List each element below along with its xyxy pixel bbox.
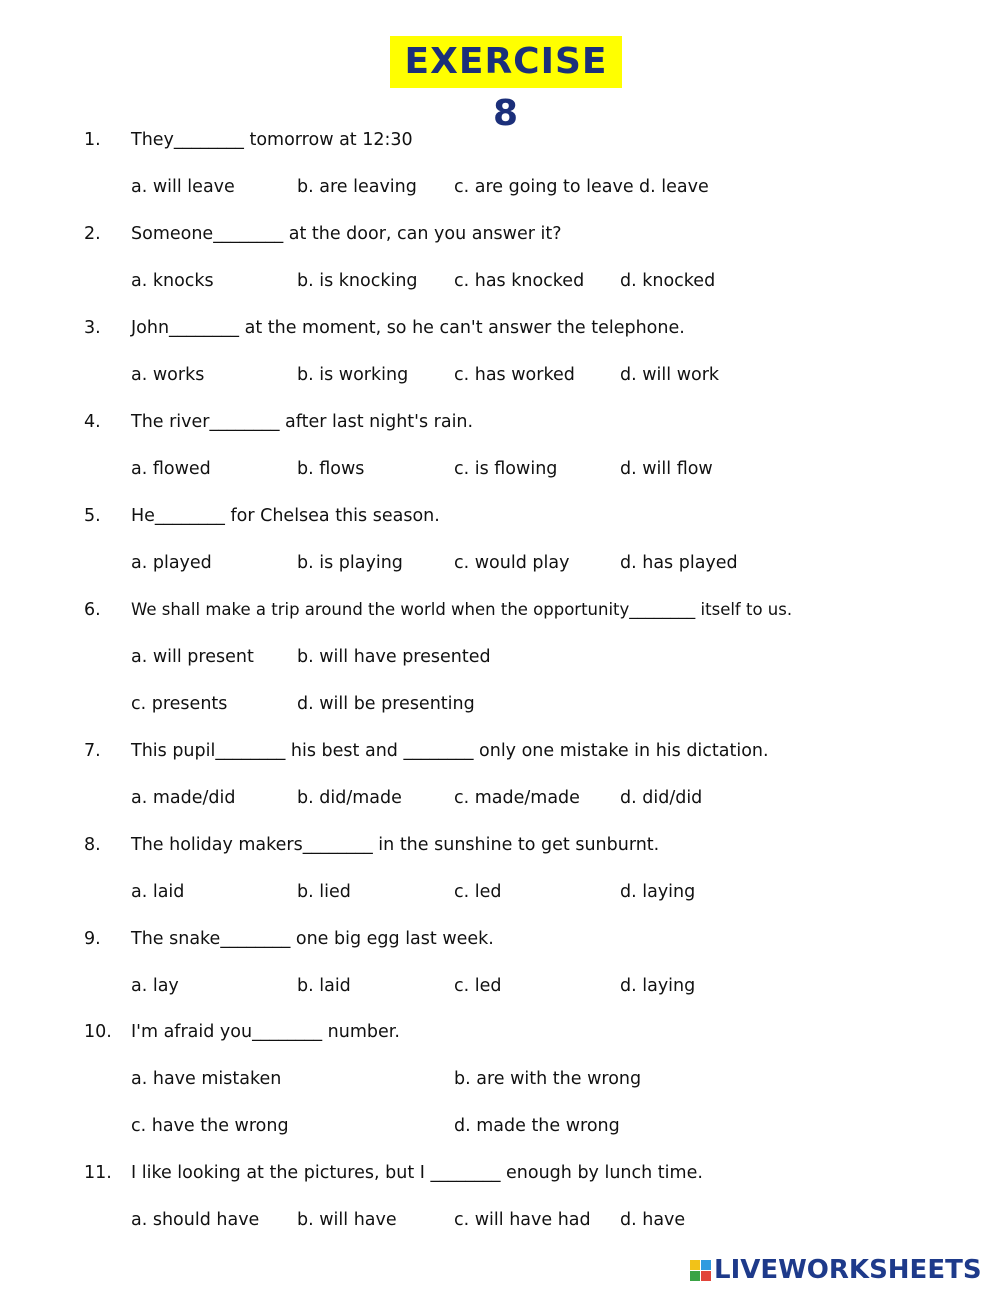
option-a[interactable]: a. should have xyxy=(131,1210,260,1230)
option-a[interactable]: a. lay xyxy=(131,976,179,996)
question-number: 8. xyxy=(84,835,101,855)
question-text: The snake________ one big egg last week. xyxy=(131,929,494,949)
logo-text: LIVEWORKSHEETS xyxy=(714,1255,982,1285)
option-b[interactable]: b. is playing xyxy=(297,553,403,573)
page-title: EXERCISE 8 xyxy=(390,36,622,88)
question-number: 3. xyxy=(84,318,101,338)
question-text: I'm afraid you________ number. xyxy=(131,1022,400,1042)
option-a[interactable]: a. knocks xyxy=(131,271,214,291)
option-c[interactable]: c. have the wrong xyxy=(131,1116,289,1136)
logo-square-red xyxy=(701,1271,711,1281)
option-c[interactable]: c. led xyxy=(454,882,502,902)
question-text: The river________ after last night's rain. xyxy=(131,412,474,432)
question-number: 7. xyxy=(84,741,101,761)
question-number: 5. xyxy=(84,506,101,526)
question-text: He________ for Chelsea this season. xyxy=(131,506,440,526)
question-text: Someone________ at the door, can you answer it? xyxy=(131,224,562,244)
option-c[interactable]: c. has worked xyxy=(454,365,575,385)
option-d[interactable]: d. leave xyxy=(639,177,709,197)
option-c[interactable]: c. is flowing xyxy=(454,459,558,479)
option-c[interactable]: c. made/made xyxy=(454,788,580,808)
option-a[interactable]: a. played xyxy=(131,553,212,573)
option-a[interactable]: a. flowed xyxy=(131,459,211,479)
option-b[interactable]: b. will have presented xyxy=(297,647,491,667)
option-b[interactable]: b. will have xyxy=(297,1210,397,1230)
option-c[interactable]: c. would play xyxy=(454,553,570,573)
logo-square-green xyxy=(690,1271,700,1281)
question-text: I like looking at the pictures, but I ________ enough by lunch time. xyxy=(131,1163,703,1183)
option-b[interactable]: b. is working xyxy=(297,365,409,385)
option-d[interactable]: d. knocked xyxy=(620,271,716,291)
option-a[interactable]: a. made/did xyxy=(131,788,236,808)
question-text: The holiday makers________ in the sunshine to get sunburnt. xyxy=(131,835,660,855)
option-b[interactable]: b. laid xyxy=(297,976,351,996)
option-a[interactable]: a. laid xyxy=(131,882,185,902)
option-c[interactable]: c. presents xyxy=(131,694,228,714)
liveworksheets-logo xyxy=(690,1254,982,1286)
option-c[interactable]: c. has knocked xyxy=(454,271,585,291)
option-b[interactable]: b. are with the wrong xyxy=(454,1069,642,1089)
option-a[interactable]: a. will leave xyxy=(131,177,235,197)
option-d[interactable]: d. made the wrong xyxy=(454,1116,620,1136)
option-b[interactable]: b. lied xyxy=(297,882,351,902)
option-d[interactable]: d. will work xyxy=(620,365,720,385)
question-number: 9. xyxy=(84,929,101,949)
question-number: 6. xyxy=(84,600,101,620)
option-b[interactable]: b. flows xyxy=(297,459,365,479)
option-d[interactable]: d. laying xyxy=(620,882,696,902)
option-d[interactable]: d. have xyxy=(620,1210,686,1230)
option-c[interactable]: c. will have had xyxy=(454,1210,591,1230)
question-number: 4. xyxy=(84,412,101,432)
option-a[interactable]: a. will present xyxy=(131,647,254,667)
option-a[interactable]: a. works xyxy=(131,365,205,385)
option-b[interactable]: b. are leaving xyxy=(297,177,417,197)
question-text: They________ tomorrow at 12:30 xyxy=(131,130,413,150)
option-a[interactable]: a. have mistaken xyxy=(131,1069,282,1089)
option-b[interactable]: b. is knocking xyxy=(297,271,418,291)
option-c[interactable]: c. led xyxy=(454,976,502,996)
option-d[interactable]: d. did/did xyxy=(620,788,703,808)
question-text: We shall make a trip around the world when the opportunity________ itself to us. xyxy=(131,600,793,619)
option-d[interactable]: d. laying xyxy=(620,976,696,996)
option-d[interactable]: d. has played xyxy=(620,553,738,573)
logo-square-blue xyxy=(701,1260,711,1270)
option-d[interactable]: d. will be presenting xyxy=(297,694,475,714)
option-b[interactable]: b. did/made xyxy=(297,788,402,808)
option-d[interactable]: d. will flow xyxy=(620,459,713,479)
question-text: John________ at the moment, so he can't answer the telephone. xyxy=(131,318,685,338)
question-text: This pupil________ his best and ________ only one mistake in his dictation. xyxy=(131,741,769,761)
liveworksheets-logo-icon xyxy=(690,1260,711,1281)
question-number: 10. xyxy=(84,1022,112,1042)
question-number: 1. xyxy=(84,130,101,150)
option-c[interactable]: c. are going to leave xyxy=(454,177,634,197)
question-number: 2. xyxy=(84,224,101,244)
question-number: 11. xyxy=(84,1163,112,1183)
logo-square-yellow xyxy=(690,1260,700,1270)
